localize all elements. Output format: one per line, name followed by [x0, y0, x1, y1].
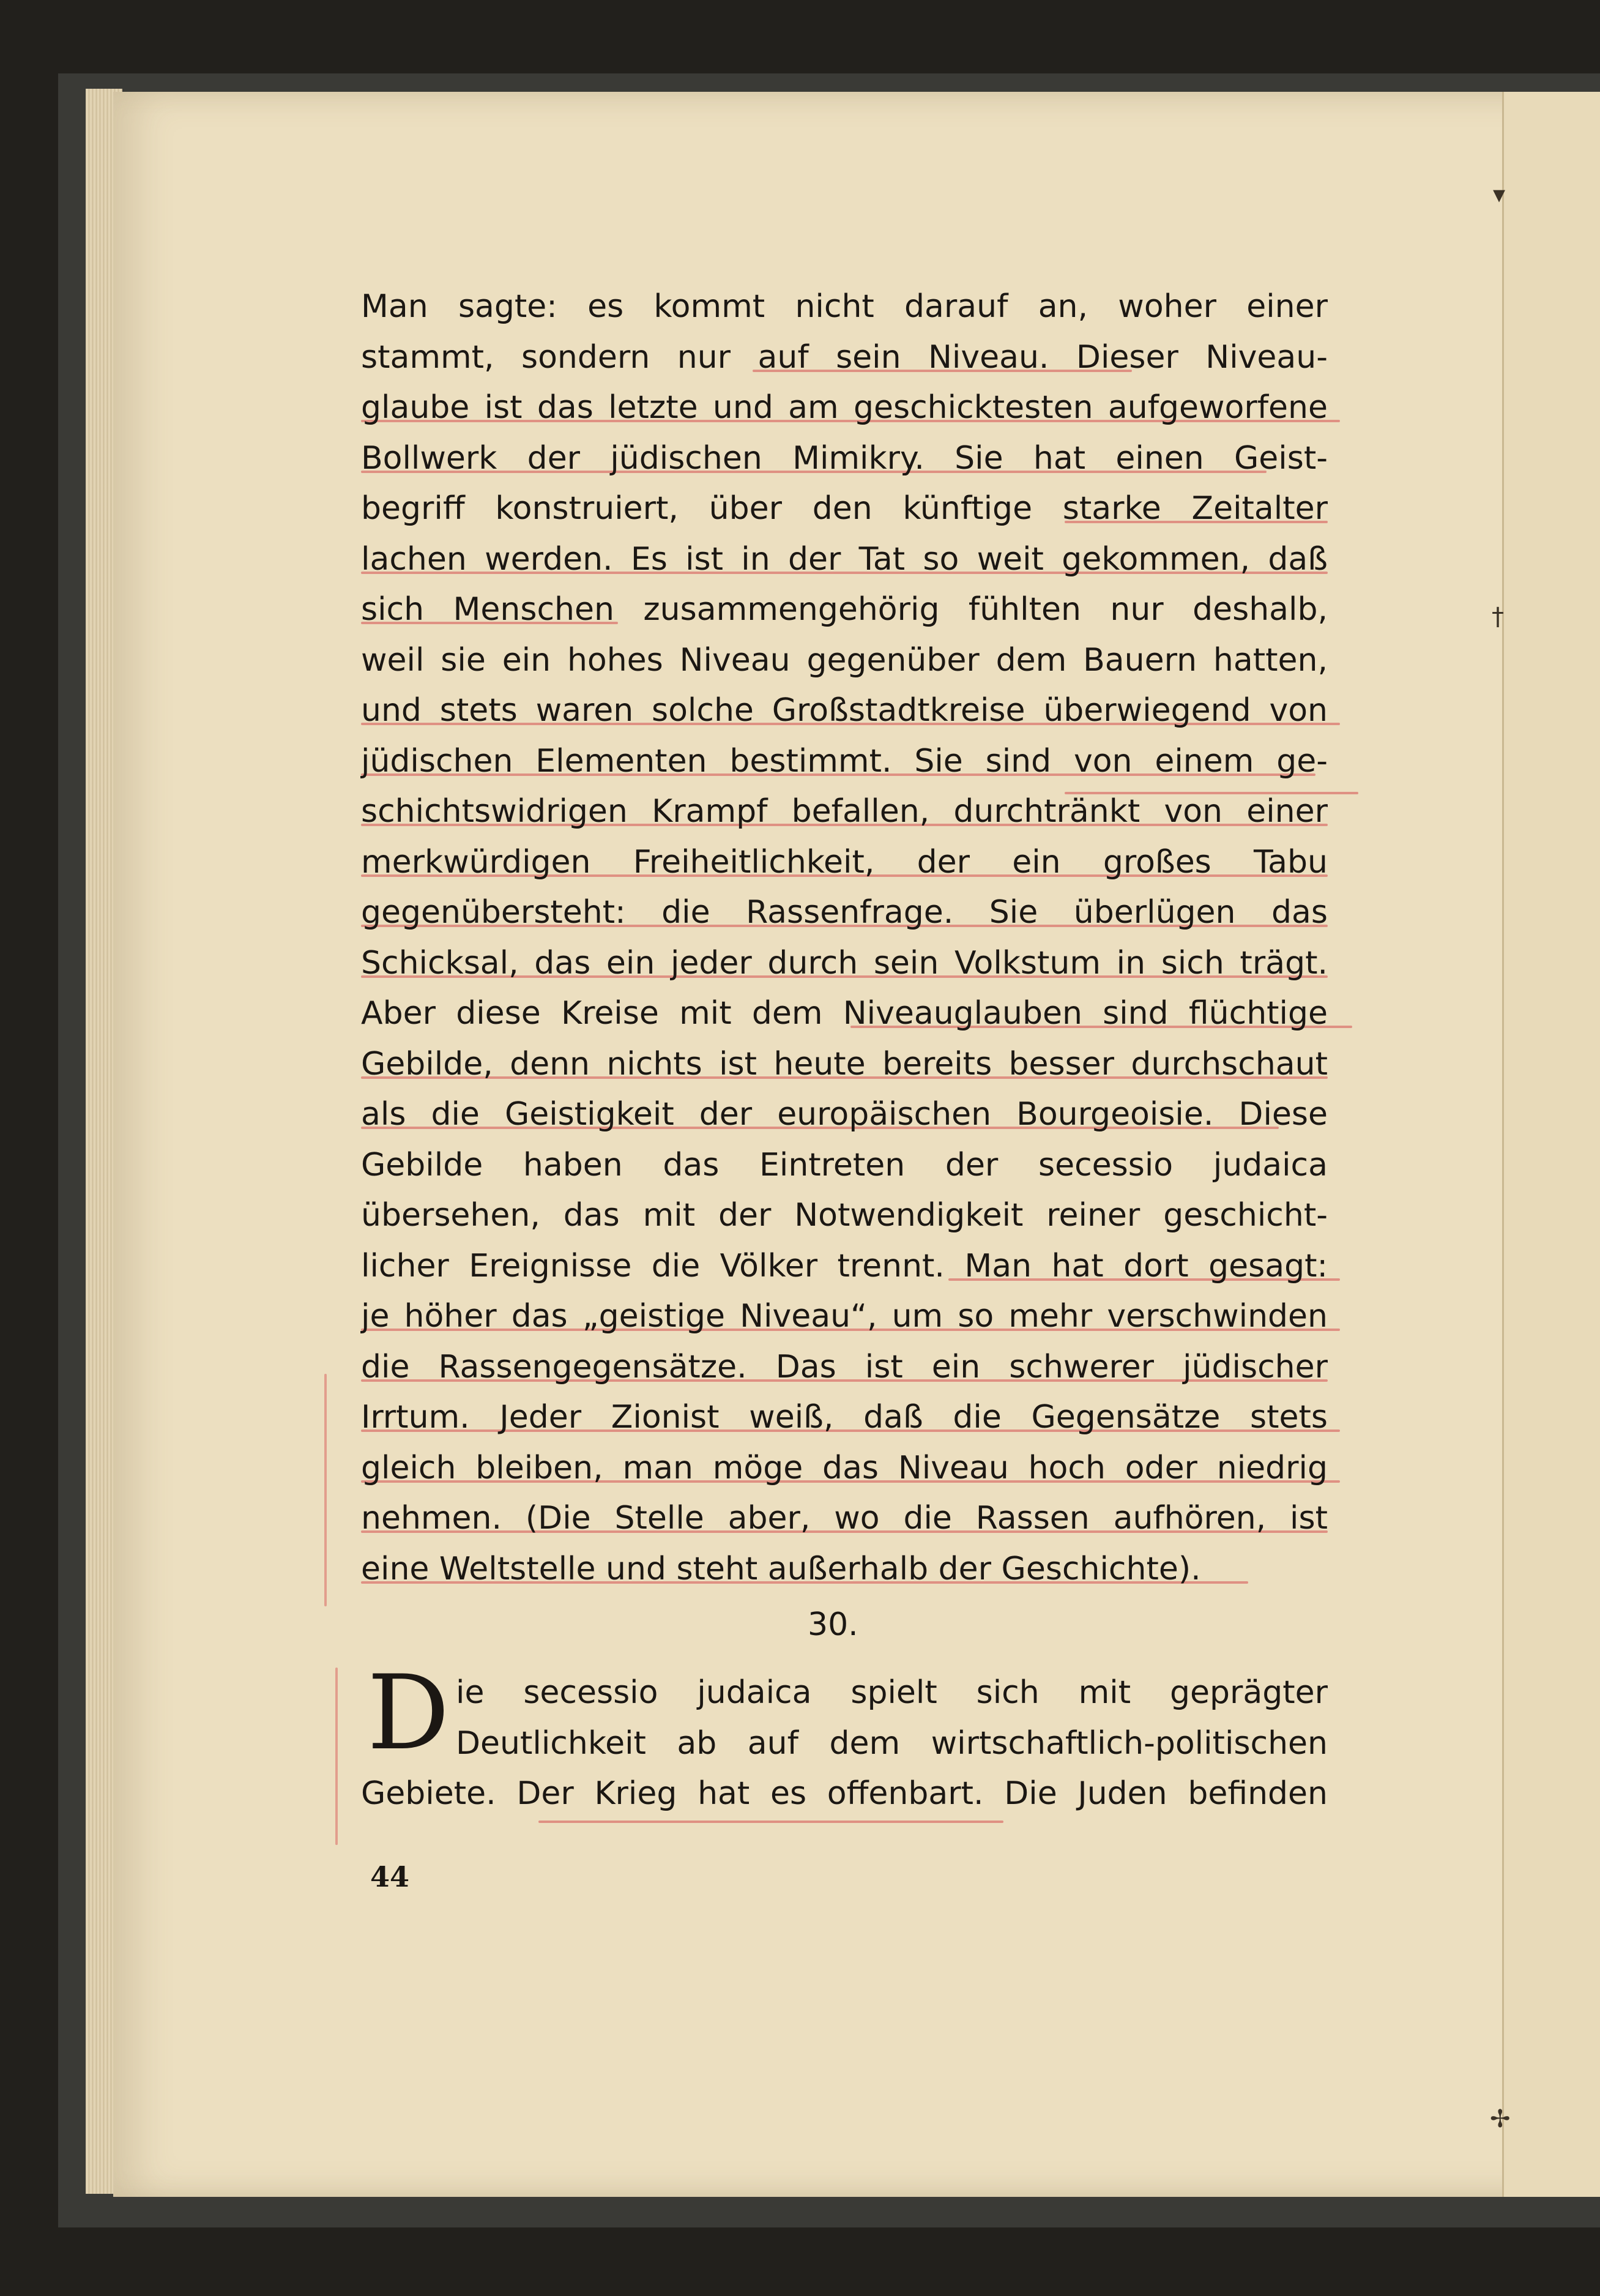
text-line: Aber diese Kreise mit dem Niveauglauben sind flüchtige: [361, 995, 1328, 1032]
text-line: Gebilde haben das Eintreten der secessio judaica: [361, 1146, 1328, 1183]
text-line: lachen werden. Es ist in der Tat so weit gekommen, daß: [361, 540, 1328, 578]
text-line: begriff konstruiert, über den künftige starke Zeitalter: [361, 490, 1328, 527]
text-line: schichtswidrigen Krampf befallen, durchtränkt von einer: [361, 793, 1328, 830]
text-line: Gebiete. Der Krieg hat es offenbart. Die Juden befinden: [361, 1775, 1328, 1812]
text-line: Irrtum. Jeder Zionist weiß, daß die Gegensätze stets: [361, 1399, 1328, 1436]
text-line: gleich bleiben, man möge das Niveau hoch oder niedrig: [361, 1449, 1328, 1486]
text-line: eine Weltstelle und steht außerhalb der Geschichte).: [361, 1550, 1201, 1587]
section-number: 30.: [808, 1606, 858, 1643]
text-line: Man sagte: es kommt nicht darauf an, woher einer: [361, 288, 1328, 325]
text-line: die Rassengegensätze. Das ist ein schwerer jüdischer: [361, 1348, 1328, 1385]
text-line: übersehen, das mit der Notwendigkeit reiner geschicht-: [361, 1197, 1328, 1234]
binding-mark-icon: †: [1492, 603, 1504, 631]
text-line: Gebilde, denn nichts ist heute bereits besser durchschaut: [361, 1045, 1328, 1083]
text-line: als die Geistigkeit der europäischen Bourgeoisie. Diese: [361, 1096, 1328, 1133]
text-line: nehmen. (Die Stelle aber, wo die Rassen aufhören, ist: [361, 1500, 1328, 1537]
text-line: und stets waren solche Großstadtkreise überwiegend von: [361, 692, 1328, 729]
paragraph-2: [361, 1668, 1328, 1819]
drop-cap: D: [367, 1653, 450, 1773]
binding-mark-icon: ✢: [1490, 2105, 1511, 2133]
text-line: ie secessio judaica spielt sich mit geprägter: [456, 1674, 1328, 1711]
binding-mark-icon: ▾: [1493, 181, 1506, 209]
text-line: Deutlichkeit ab auf dem wirtschaftlich-politischen: [456, 1724, 1328, 1762]
facing-page-edge: [1502, 92, 1600, 2197]
text-line: gegenübersteht: die Rassenfrage. Sie überlügen das: [361, 894, 1328, 931]
text-line: je höher das „geistige Niveau“, um so mehr verschwinden: [361, 1298, 1328, 1335]
text-line: glaube ist das letzte und am geschicktesten aufgeworfene: [361, 389, 1328, 426]
margin-mark: [335, 1668, 338, 1845]
paragraph-1: [361, 281, 1328, 1594]
text-line: merkwürdigen Freiheitlichkeit, der ein großes Tabu: [361, 843, 1328, 881]
text-line: sich Menschen zusammengehörig fühlten nur deshalb,: [361, 591, 1328, 628]
page-number: 44: [370, 1860, 410, 1893]
text-line: stammt, sondern nur auf sein Niveau. Dieser Niveau-: [361, 338, 1328, 376]
text-line: Schicksal, das ein jeder durch sein Volkstum in sich trägt.: [361, 944, 1328, 982]
text-line: licher Ereignisse die Völker trennt. Man hat dort gesagt:: [361, 1247, 1328, 1284]
text-line: weil sie ein hohes Niveau gegenüber dem Bauern hatten,: [361, 641, 1328, 679]
pencil-underline: [538, 1821, 1003, 1823]
text-line: Bollwerk der jüdischen Mimikry. Sie hat einen Geist-: [361, 439, 1328, 477]
text-line: jüdischen Elementen bestimmt. Sie sind von einem ge-: [361, 742, 1328, 780]
margin-mark: [324, 1374, 327, 1606]
